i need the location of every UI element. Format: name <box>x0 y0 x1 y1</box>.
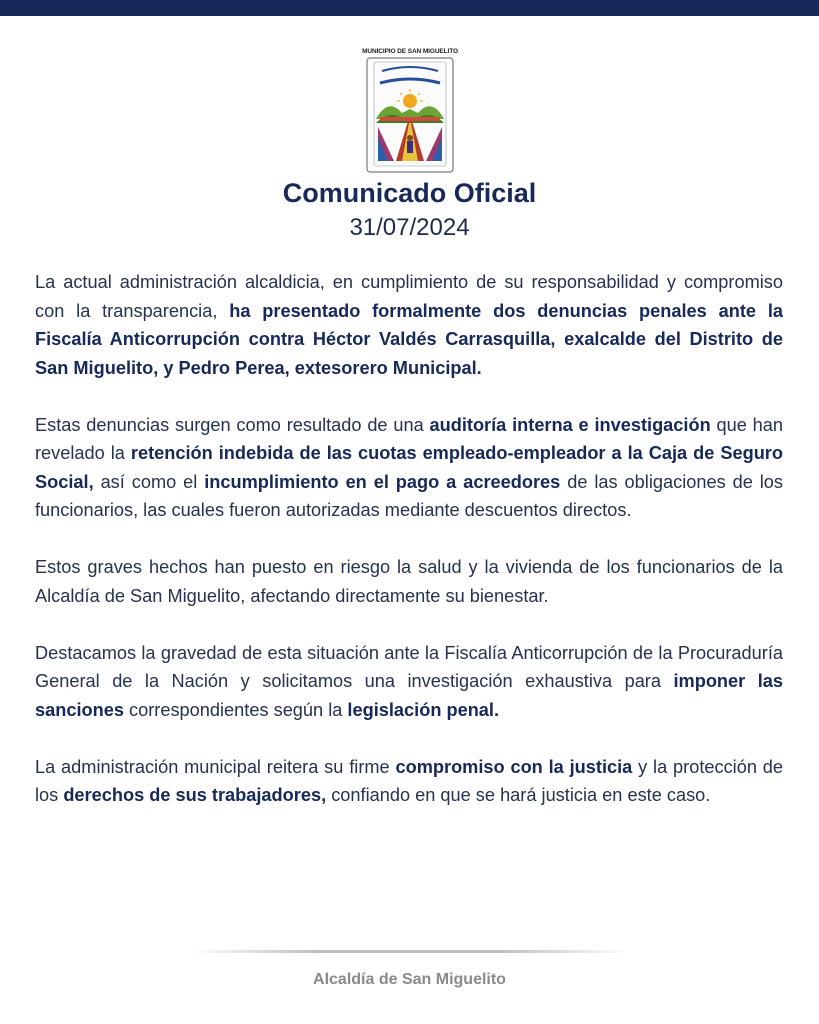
footer-divider <box>190 950 630 953</box>
text-run: correspondientes según la <box>123 699 348 720</box>
text-run: que han revelado la <box>35 414 783 463</box>
paragraph-2 <box>35 411 783 525</box>
bold-text: auditoría interna e investigación <box>429 414 711 435</box>
page-title: Comunicado Oficial <box>282 178 537 208</box>
logo-caption: MUNICIPIO DE SAN MIGUELITO <box>362 48 458 55</box>
text-run: así como el <box>93 471 205 492</box>
bold-text: ha presentado formalmente dos denuncias penales ante la Fiscalía Anticorrupción contra Héctor Valdés Carrasquilla, exalcalde del Distrito de San Miguelito, y Pedro Perea, extesorero Municipal. <box>35 300 783 378</box>
text-run: La administración municipal reitera su firme <box>35 756 396 777</box>
text-run: Estas denuncias surgen como resultado de una <box>35 414 430 435</box>
text-run: de las obligaciones de los funcionarios, las cuales fueron autorizadas mediante descuentos directos. <box>35 471 783 520</box>
text-run: confiando en que se hará justicia en este caso. <box>326 785 711 805</box>
coat-of-arms-icon <box>366 57 454 173</box>
text-run: La actual administración alcaldicia, en cumplimiento de su responsabilidad y compromiso con la transparencia, <box>35 272 783 321</box>
municipal-logo <box>362 48 458 174</box>
bold-text: incumplimiento en el pago a acreedores <box>204 471 561 492</box>
text-run: Estos graves hechos han puesto en riesgo la salud y la vivienda de los funcionarios de la Alcaldía de San Miguelito, afectando directamente su bienestar. <box>35 557 783 606</box>
bold-text: compromiso con la justicia <box>395 756 633 777</box>
document-date: 31/07/2024 <box>349 214 470 241</box>
bold-text: derechos de sus trabajadores, <box>63 785 327 805</box>
bold-text: retención indebida de las cuotas empleado-empleador a la Caja de Seguro Social, <box>35 443 783 492</box>
top-bar <box>0 0 819 16</box>
paragraph-4 <box>35 639 783 725</box>
footer-signature: Alcaldía de San Miguelito <box>313 971 506 988</box>
paragraph-1 <box>35 268 783 382</box>
paragraph-3 <box>35 553 783 610</box>
text-run: Destacamos la gravedad de esta situación ante la Fiscalía Anticorrupción de la Procuraduría General de la Nación y solicitamos una investigación exhaustiva para <box>35 642 783 691</box>
text-run: y la protección de los <box>35 756 784 805</box>
bold-text: imponer las sanciones <box>35 671 784 720</box>
paragraph-5 <box>35 753 783 810</box>
statement-body <box>35 268 783 838</box>
bold-text: legislación penal. <box>347 699 500 720</box>
